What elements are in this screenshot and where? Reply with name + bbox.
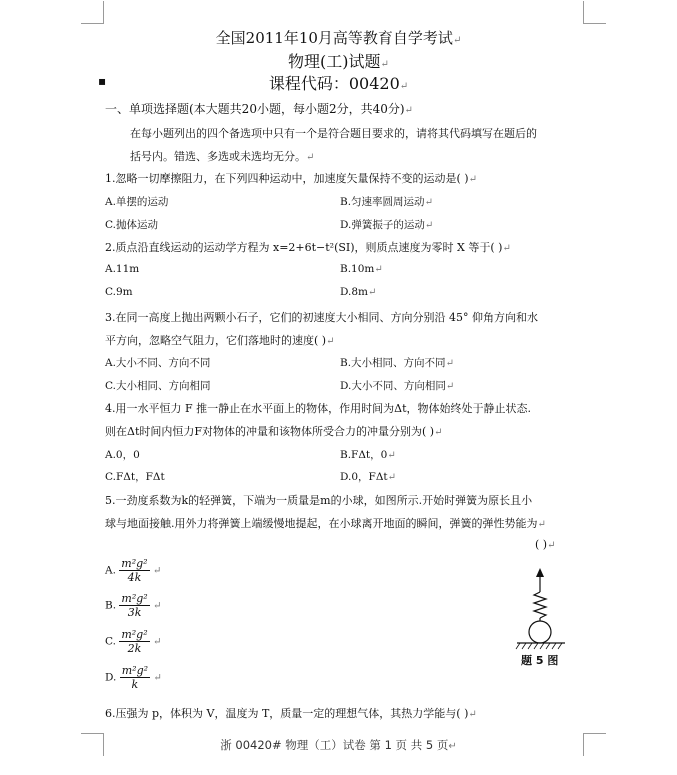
question-5-answer-bracket: ( )↵ — [535, 538, 556, 551]
question-3-stem-line-1: 3.在同一高度上抛出两颗小石子，它们的初速度大小相同、方向分别沿 45° 仰角方向和水 — [105, 311, 538, 324]
question-5-stem-line-1: 5.一劲度系数为k的轻弹簧，下端为一质量是m的小球，如图所示.开始时弹簧为原长且小 — [105, 494, 533, 507]
question-4-stem-line-2: 则在Δt时间内恒力F对物体的冲量和该物体所受合力的冲量分别为( )↵ — [105, 425, 443, 438]
question-2-option-b: B.10m↵ — [340, 263, 383, 275]
question-1-option-b: B.匀速率圆周运动↵ — [340, 196, 433, 208]
question-5-option-d: D. $\frac{\text{m²g²}}{k}$ ↵ — [105, 664, 162, 691]
spring-ball-figure — [505, 566, 575, 652]
question-3-option-b: B.大小相同、方向不同↵ — [340, 357, 454, 369]
question-4-option-c: C.FΔt，FΔt — [105, 471, 165, 483]
exam-subject: 物理(工)试题↵ — [288, 52, 389, 71]
fraction: $\frac{\text{m²g²}}{2k}$ — [121, 628, 148, 655]
question-4-option-b: B.FΔt，0↵ — [340, 449, 396, 461]
question-2-option-d: D.8m↵ — [340, 286, 377, 298]
page-footer: 浙 00420# 物理（工）试卷 第 1 页 共 5 页↵ — [220, 738, 457, 752]
question-3-option-c: C.大小相同、方向相同 — [105, 380, 211, 392]
question-2-stem: 2.质点沿直线运动的运动学方程为 x=2+6t−t²(SI)，则质点速度为零时 X 等于( )↵ — [105, 241, 511, 254]
section-instruction-line-2: 括号内。错选、多选或未选均无分。↵ — [130, 150, 315, 163]
question-1-option-a: A.单摆的运动 — [105, 196, 169, 208]
question-2-option-a: A.11m — [105, 263, 140, 275]
spring-icon — [534, 592, 546, 618]
question-5-stem-line-2: 球与地面接触.用外力将弹簧上端缓慢地提起，在小球离开地面的瞬间，弹簧的弹性势能为↵ — [105, 517, 546, 530]
section-heading: 一、单项选择题(本大题共20小题，每小题2分，共40分)↵ — [105, 102, 413, 116]
question-4-option-d: D.0，FΔt↵ — [340, 471, 397, 483]
question-6-stem: 6.压强为 p，体积为 V，温度为 T，质量一定的理想气体，其热力学能与( )↵ — [105, 707, 477, 720]
question-4-option-a: A.0，0 — [105, 449, 140, 461]
question-1-option-d: D.弹簧振子的运动↵ — [340, 219, 434, 231]
paragraph-bullet-mark: ▪ — [98, 74, 107, 88]
ground-hatching — [516, 643, 562, 649]
question-5-option-a: A. $\frac{\text{m²g²}}{4k}$ ↵ — [105, 557, 162, 584]
fraction: $\frac{\text{m²g²}}{k}$ — [121, 664, 149, 691]
question-4-stem-line-1: 4.用一水平恒力 F 推一静止在水平面上的物体，作用时间为Δt，物体始终处于静止状态. — [105, 402, 531, 415]
exam-title: 全国2011年10月高等教育自学考试↵ — [215, 29, 462, 47]
question-1-stem: 1.忽略一切摩擦阻力，在下列四种运动中，加速度矢量保持不变的运动是( )↵ — [105, 172, 477, 185]
question-5-option-c: C. $\frac{\text{m²g²}}{2k}$ ↵ — [105, 628, 162, 655]
fraction: $\frac{\text{m²g²}}{3k}$ — [121, 592, 148, 619]
ball-icon — [529, 621, 551, 643]
question-5-option-b: B. $\frac{\text{m²g²}}{3k}$ ↵ — [105, 592, 162, 619]
question-3-stem-line-2: 平方向，忽略空气阻力，它们落地时的速度( )↵ — [105, 334, 335, 347]
question-3-option-d: D.大小不同、方向相同↵ — [340, 380, 455, 392]
arrow-up-icon — [536, 568, 544, 577]
margin-corner-top-right — [583, 1, 606, 24]
margin-corner-top-left — [81, 1, 104, 24]
question-2-option-c: C.9m — [105, 286, 133, 298]
fraction: $\frac{\text{m²g²}}{4k}$ — [121, 557, 148, 584]
section-instruction-line-1: 在每小题列出的四个备选项中只有一个是符合题目要求的，请将其代码填写在题后的 — [130, 127, 537, 140]
course-code: 课程代码：00420↵ — [268, 74, 409, 93]
figure-caption: 题 5 图 — [521, 654, 559, 667]
question-3-option-a: A.大小不同、方向不同 — [105, 357, 211, 369]
question-1-option-c: C.抛体运动 — [105, 219, 158, 231]
